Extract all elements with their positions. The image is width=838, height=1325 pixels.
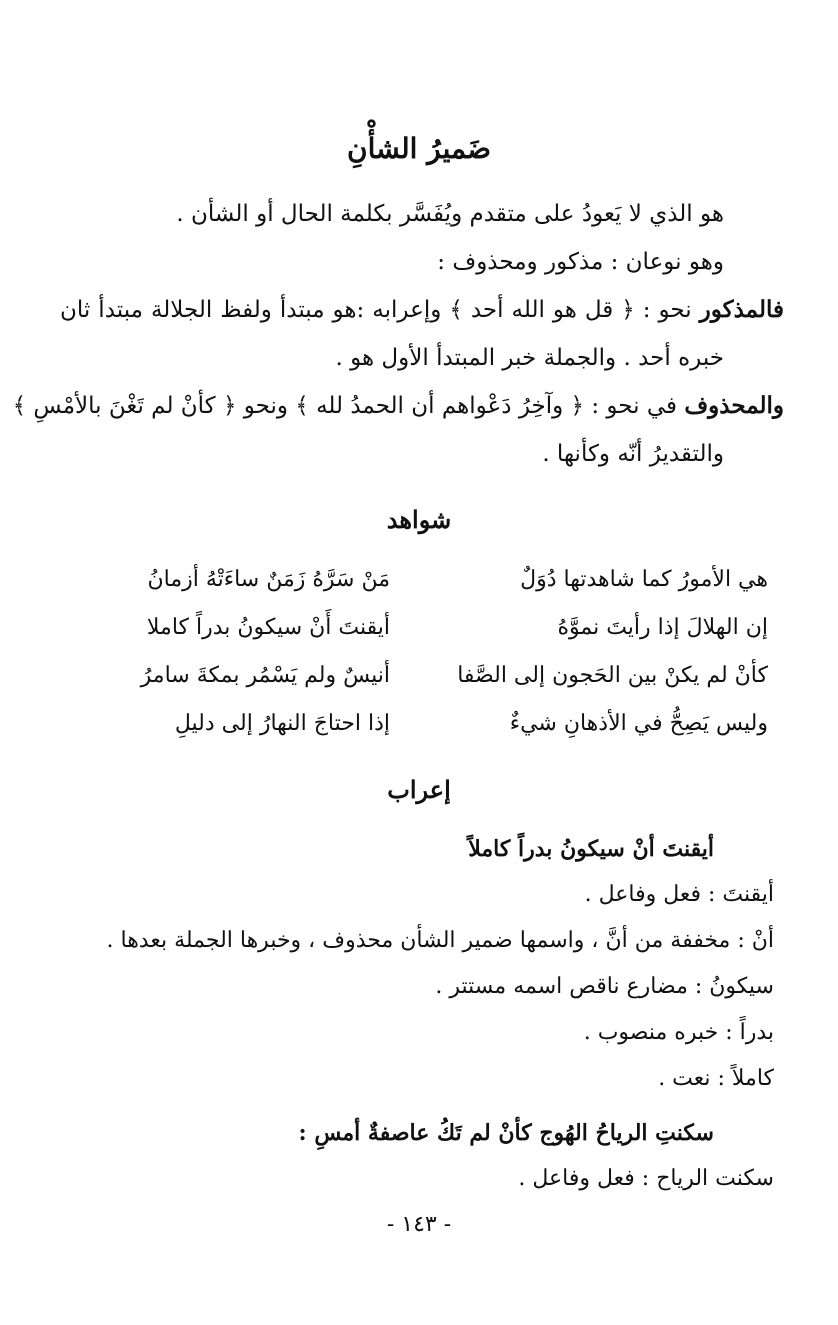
poem-second-hemistich: أنيسٌ ولم يَسْمُر بمكةَ سامرُ — [140, 663, 390, 688]
poem-first-hemistich: إن الهلالَ إذا رأيتَ نموَّهُ — [557, 615, 768, 640]
irab-section-2 — [60, 1110, 774, 1202]
omitted-line-2: والتقديرُ أنّه وكأنها . — [542, 441, 724, 467]
intro-section — [12, 190, 784, 478]
poem-second-hemistich: إذا احتاجَ النهارُ إلى دليلِ — [174, 711, 390, 736]
omitted-line-1 — [12, 382, 784, 430]
mentioned-line-1 — [60, 286, 784, 334]
irab-verse-2: سكنتِ الرياحُ الهُوج كأنْ لم تَكُ عاصفةٌ أمسِ : — [298, 1120, 714, 1146]
mentioned-label: فالمذكور — [699, 296, 784, 323]
mentioned-line-2: خبره أحد . والجملة خبر المبتدأ الأول هو . — [335, 345, 724, 371]
omitted-label: والمحذوف — [684, 392, 784, 419]
poem-second-hemistich: مَنْ سَرَّهُ زَمَنٌ ساءَتْهُ أزمانُ — [147, 567, 390, 592]
irab-line: بدراً : خبره منصوب . — [583, 1020, 774, 1045]
shawahid-heading: شواهد — [386, 505, 452, 534]
poem-first-hemistich: كأنْ لم يكنْ بين الحَجون إلى الصَّفا — [457, 663, 768, 688]
page-title: ضَميرُ الشأْنِ — [347, 132, 491, 165]
irab-line: أنْ : مخففة من أنَّ ، واسمها ضمير الشأن محذوف ، وخبرها الجملة بعدها . — [106, 928, 774, 953]
poem-verses — [60, 556, 768, 748]
poem-second-hemistich: أيقنتَ أَنْ سيكونُ بدراً كاملا — [146, 615, 390, 640]
irab-section-1 — [60, 826, 774, 1102]
types-text: وهو نوعان : مذكور ومحذوف : — [437, 249, 724, 275]
irab-line: أيقنتَ : فعل وفاعل . — [584, 882, 774, 907]
irab-line: كاملاً : نعت . — [658, 1066, 774, 1091]
poem-first-hemistich: هي الأمورُ كما شاهدتها دُوَلٌ — [520, 567, 768, 592]
mentioned-text-1: نحو : ﴿ قل هو الله أحد ﴾ وإعرابه :هو مبتدأ ولفظ الجلالة مبتدأ ثان — [60, 297, 692, 323]
omitted-text-1: في نحو : ﴿ وآخِرُ دَعْواهم أن الحمدُ لله ﴾ ونحو ﴿ كأنْ لم تَغْنَ بالأمْسِ ﴾ — [12, 393, 678, 419]
page-number: - ١٤٣ - — [386, 1212, 452, 1237]
poem-first-hemistich: وليس يَصِحُّ في الأذهانِ شيءٌ — [509, 711, 768, 736]
poem-row — [60, 556, 768, 604]
irab-line: سيكونُ : مضارع ناقص اسمه مستتر . — [435, 974, 774, 999]
irab-line: سكنت الرياح : فعل وفاعل . — [518, 1166, 774, 1191]
poem-row — [60, 652, 768, 700]
definition-text: هو الذي لا يَعودُ على متقدم ويُفَسَّر بكلمة الحال أو الشأن . — [176, 201, 724, 227]
poem-row — [60, 604, 768, 652]
irab-heading: إعراب — [387, 775, 451, 804]
poem-row — [60, 700, 768, 748]
irab-verse-1: أيقنتَ أنْ سيكونُ بدراً كاملاً — [468, 836, 714, 862]
